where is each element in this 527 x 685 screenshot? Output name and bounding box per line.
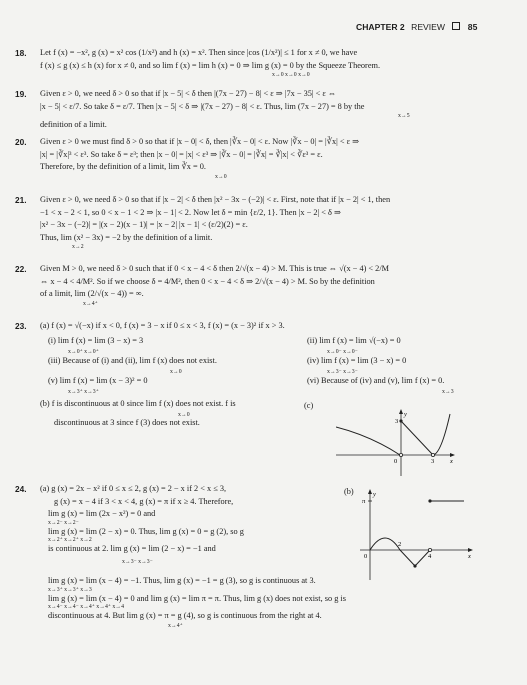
limit-subscript: x→3⁺ x→3⁺ [68,389,99,395]
problem-line: lim g (x) = lim (x − 4) = −1. Thus, lim g (x) = −1 = g (3), so g is continuous at 3. [48,575,316,585]
origin-label: 0 [394,458,398,465]
arrow-right-icon [450,453,455,457]
problem-line: Given ε > 0, we need δ > 0 so that if |x − 5| < δ then |(7x − 27) − 8| < ε ⇒ |7x − 35| < ε ⇔ [40,89,337,98]
problem-line: Given ε > 0 we must find δ > 0 so that if |x − 0| < δ, then |∛x − 0| < ε. Now |∛x − 0| = |∛x| < ε ⇒ [40,137,360,146]
closed-point [399,419,402,422]
limit-subscript: x→0⁺ x→0⁺ [68,349,99,355]
problem-line: |x| = |∛x|³ < ε³. So take δ = ε³; then |x − 0| = |x| < ε³ ⇒ |∛x − 0| = |∛x| = ∛|x| < ∛ε³ = ε. [40,149,323,159]
graph-24b [360,488,475,583]
problem-line: Therefore, by the definition of a limit, lim ∛x = 0. [40,162,206,172]
limit-subscript: x→4⁺ [168,622,183,629]
y-axis-label: y [404,411,407,418]
page-header [356,22,506,32]
open-point [428,548,431,551]
limit-subscript: x→0 [215,173,227,180]
problem-line: Given M > 0, we need δ > 0 such that if 0 < x − 4 < δ then 2/√(x − 4) > M. This is true ⇔ √(x − 4) < 2/M [40,264,390,273]
x-axis-label: x [450,458,453,465]
section-label: REVIEW [411,22,446,32]
problem-22 [15,263,498,308]
part-b-line: discontinuous at 3 since f (3) does not exist. [54,418,200,427]
problem-21 [15,194,498,251]
problem-line: definition of a limit. [40,120,107,130]
limit-subscript: x→0⁻ x→0⁻ [327,349,358,355]
open-point [399,453,402,456]
limit-subscript: x→2⁺ x→2⁺ x→2 [48,537,92,544]
problem-line: g (x) = x − 4 if 3 < x < 4, g (x) = π if x ≥ 4. Therefore, [54,496,234,506]
origin-label: 0 [364,553,368,560]
limit-subscript: x→5 [398,113,410,120]
problem-line: discontinuous at 4. But lim g (x) = π = g (4), so g is continuous from the right at 4. [48,611,322,621]
tick-label: 3 [431,458,435,465]
limit-subscript: x→3⁻ x→3⁻ [122,558,153,565]
problem-18 [15,47,498,79]
problem-line: Thus, lim (x² − 3x) = −2 by the definition of a limit. [40,232,213,242]
limit-subscript: x→2 [72,244,84,251]
problem-line: lim g (x) = lim (2 − x) = 0. Thus, lim g (x) = 0 = g (2), so g [48,526,244,536]
curve-parabola [433,414,450,455]
arrow-right-icon [468,548,473,552]
part-ii: (ii) lim f (x) = lim √(−x) = 0 [307,336,401,345]
limit-subscript: x→3⁻ x→3⁻ [327,369,358,375]
limit-subscript: x→3 [442,389,454,395]
problem-number: 24. [15,484,27,494]
problem-line: lim g (x) = lim (x − 4) = 0 and lim g (x) = lim π = π. Thus, lim g (x) does not exist, so g is [48,593,346,603]
problem-line: |x − 5| < ε/7. So take δ = ε/7. Then |x − 5| < δ ⇒ |(7x − 27) − 8| < ε. Thus, lim (7x − 27) = 8 by the [40,101,365,111]
part-b-line: (b) f is discontinuous at 0 since lim f (x) does not exist. f is [40,399,236,408]
problem-line: is continuous at 2. lim g (x) = lim (2 − x) = −1 and [48,544,216,554]
problem-19 [15,88,498,132]
problem-line: ⇔ x − 4 < 4/M². So if we choose δ = 4/M², then 0 < x − 4 < δ ⇒ 2/√(x − 4) > M. So by the definition [40,276,375,286]
open-point [431,453,434,456]
problem-line: (a) f (x) = √(−x) if x < 0, f (x) = 3 − x if 0 ≤ x < 3, f (x) = (x − 3)² if x > 3. [40,321,285,330]
problem-number: 19. [15,89,27,99]
part-b-label: (b) [344,487,354,496]
x-axis-label: x [468,553,471,560]
limit-subscript: x→4⁻ x→4⁻ x→4⁺ x→4⁺ x→4 [48,604,125,611]
problem-number: 21. [15,195,27,205]
square-icon [452,22,460,30]
part-vi: (vi) Because of (iv) and (v), lim f (x) = 0. [307,376,445,385]
limit-subscript: x→0 [178,412,190,418]
line-2-minus-x [400,550,415,566]
problem-line: (a) g (x) = 2x − x² if 0 ≤ x ≤ 2, g (x) = 2 − x if 2 < x ≤ 3, [40,484,227,493]
curve-sqrt-negx [336,427,400,455]
closed-point [428,499,431,502]
page-number: 85 [467,22,478,32]
problem-number: 22. [15,264,27,274]
limit-subscript: x→4⁺ [83,300,98,307]
problem-number: 23. [15,321,27,331]
problem-line: |x² − 3x − (−2)| = |(x − 2)(x − 1)| = |x − 2| |x − 1| < (ε/2)(2) = ε. [40,220,248,230]
part-i: (i) lim f (x) = lim (3 − x) = 3 [48,336,144,345]
problem-line: Given ε > 0, we need δ > 0 so that if |x − 2| < δ then |x² − 3x − (−2)| < ε. First, note that if |x − 2| < 1, then [40,195,391,204]
problem-number: 18. [15,48,27,58]
arrow-up-icon [399,409,403,414]
problem-20 [15,136,498,181]
y-axis-label: y [373,491,376,498]
limit-subscript: x→3⁺ x→3⁺ x→3 [48,586,92,593]
curve-parabola [370,538,400,550]
chapter-label: CHAPTER 2 [356,22,405,32]
graph-23c [336,408,456,478]
problem-line: −1 < x − 2 < 1, so 0 < x − 1 < 2 ⇒ |x − 1| < 2. Now let δ = min {ε/2, 1}. Then |x − 2| < δ ⇒ [40,207,341,217]
problem-line: Let f (x) = −x², g (x) = x² cos (1/x²) and h (x) = x². Then since |cos (1/x²)| ≤ 1 for x ≠ 0, we have [40,48,358,57]
limit-subscript: x→2⁻ x→2⁻ [48,519,79,526]
limit-subscript: x→0 x→0 x→0 [272,72,310,79]
problem-line: lim g (x) = lim (2x − x²) = 0 and [48,509,156,519]
tick-label: 4 [428,553,432,560]
part-iii: (iii) Because of (i) and (ii), lim f (x) does not exist. [48,356,217,365]
part-v: (v) lim f (x) = lim (x − 3)² = 0 [48,376,148,385]
line-3-minus-x [401,421,433,455]
problem-number: 20. [15,137,27,147]
tick-label: 2 [398,541,402,548]
part-iv: (iv) lim f (x) = lim (3 − x) = 0 [307,356,407,365]
tick-label: 3 [395,418,399,425]
problem-line: f (x) ≤ g (x) ≤ h (x) for x ≠ 0, and so lim f (x) = lim h (x) = 0 ⇒ lim g (x) = 0 by the Squeeze Theorem. [40,60,381,70]
problem-line: of a limit, lim (2/√(x − 4)) = ∞. [40,289,144,299]
part-c-label: (c) [304,401,314,410]
tick-label: π [362,498,366,505]
arrow-up-icon [368,489,372,494]
limit-subscript: x→0 [170,369,182,375]
